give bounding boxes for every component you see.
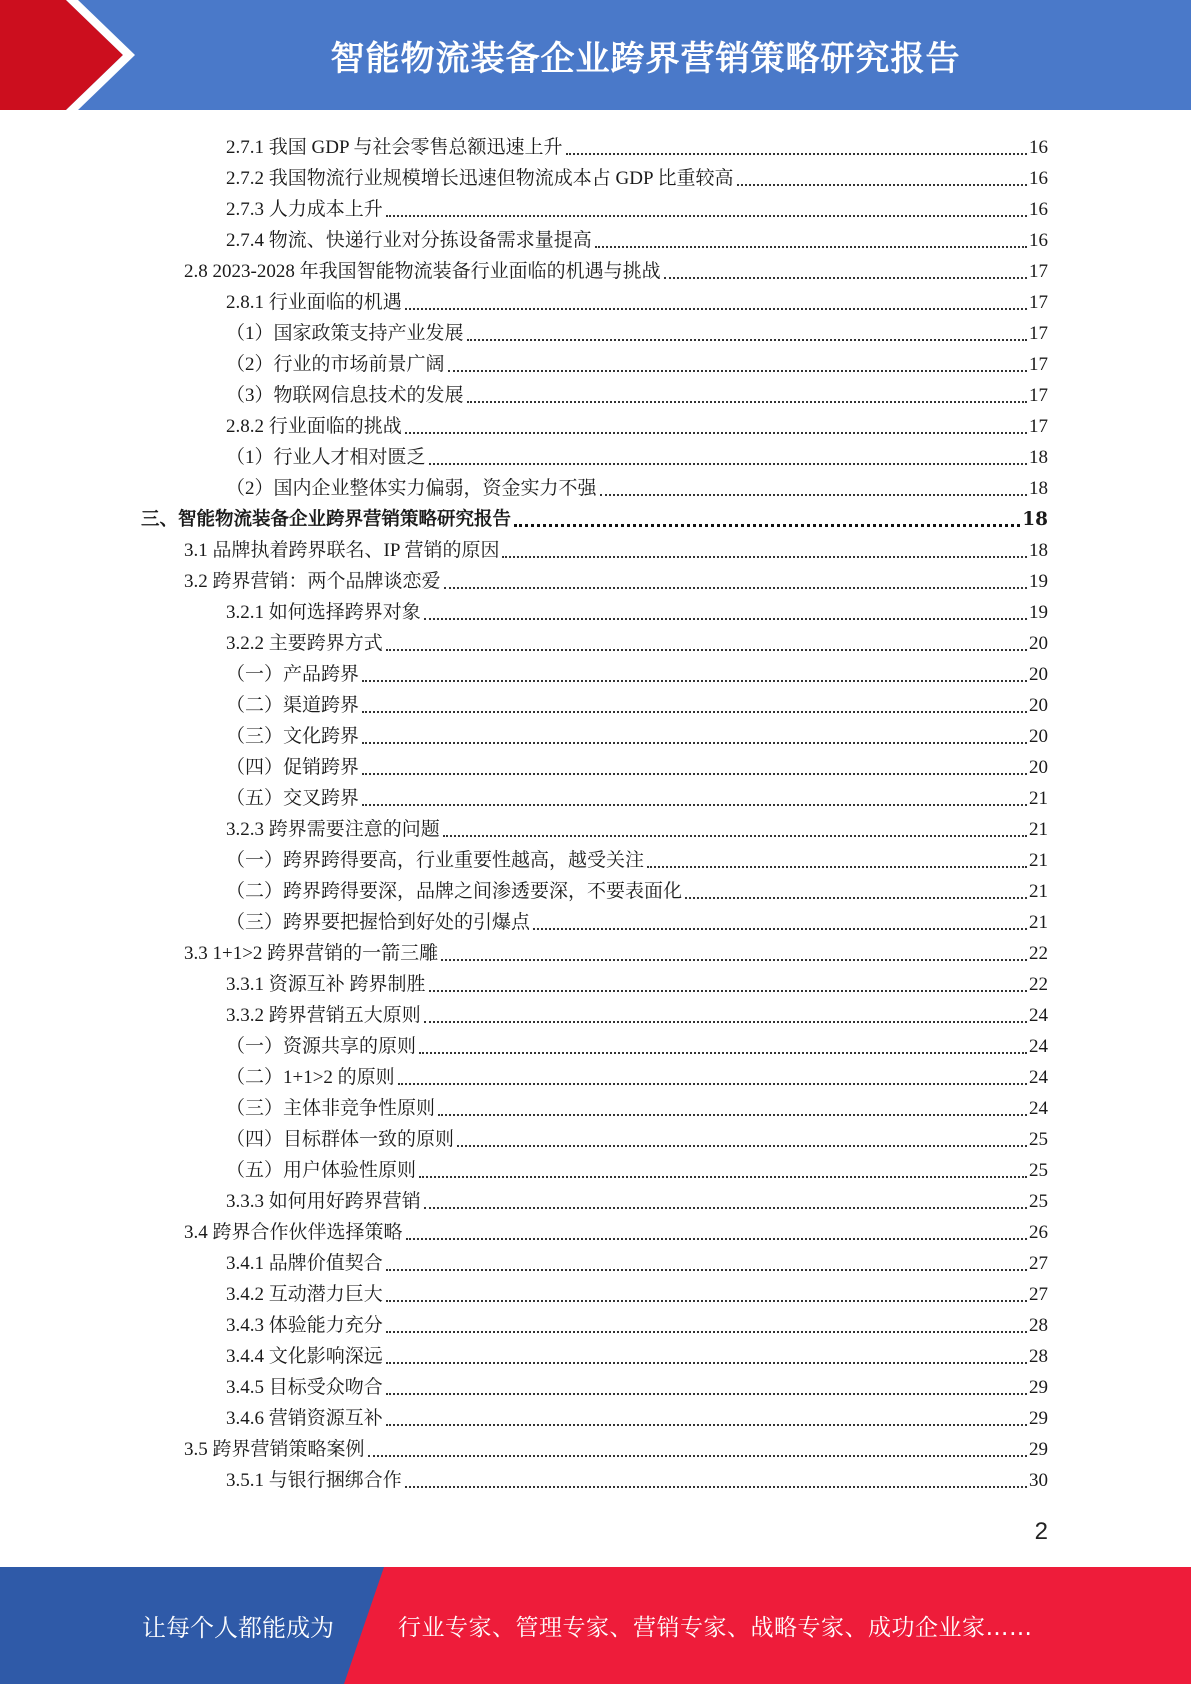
toc-dot-leader	[424, 1205, 1027, 1209]
toc-entry-page: 17	[1029, 292, 1048, 313]
toc-entry[interactable]	[184, 1431, 1048, 1462]
toc-entry-title: 3.2.2 主要跨界方式	[226, 633, 383, 654]
toc-dot-leader	[429, 988, 1027, 992]
toc-entry-title: 3.4.6 营销资源互补	[226, 1408, 383, 1429]
toc-entry[interactable]	[226, 1121, 1048, 1152]
toc-entry-page: 18	[1022, 509, 1048, 530]
toc-dot-leader	[664, 275, 1027, 279]
toc-dot-leader	[386, 1391, 1027, 1395]
toc-entry-page: 24	[1029, 1067, 1048, 1088]
toc-entry-page: 21	[1029, 850, 1048, 871]
toc-entry[interactable]	[226, 408, 1048, 439]
toc-entry[interactable]	[226, 346, 1048, 377]
toc-dot-leader	[419, 1050, 1027, 1054]
toc-dot-leader	[362, 678, 1027, 682]
toc-entry-page: 17	[1029, 385, 1048, 406]
toc-entry-page: 22	[1029, 974, 1048, 995]
toc-dot-leader	[533, 926, 1027, 930]
toc-entry-page: 30	[1029, 1470, 1048, 1491]
toc-dot-leader	[467, 399, 1027, 403]
toc-dot-leader	[438, 1112, 1027, 1116]
toc-dot-leader	[386, 1329, 1027, 1333]
toc-entry-title: 3.5 跨界营销策略案例	[184, 1439, 365, 1460]
toc-entry[interactable]	[226, 873, 1048, 904]
toc-entry-title: 3.4.3 体验能力充分	[226, 1315, 383, 1336]
toc-dot-leader	[362, 740, 1027, 744]
toc-entry-page: 29	[1029, 1439, 1048, 1460]
toc-entry[interactable]	[184, 935, 1048, 966]
toc-entry-title: 2.8.2 行业面临的挑战	[226, 416, 402, 437]
toc-dot-leader	[448, 368, 1027, 372]
toc-entry-title: （1）行业人才相对匮乏	[226, 447, 426, 468]
toc-entry-title: 2.7.1 我国 GDP 与社会零售总额迅速上升	[226, 137, 563, 158]
toc-entry-title: （一）资源共享的原则	[226, 1036, 417, 1057]
toc-entry-title: （四）目标群体一致的原则	[226, 1129, 455, 1150]
toc-entry[interactable]	[226, 904, 1048, 935]
toc-dot-leader	[600, 492, 1027, 496]
toc-entry-page: 28	[1029, 1315, 1048, 1336]
toc-entry-page: 28	[1029, 1346, 1048, 1367]
toc-entry[interactable]	[226, 1307, 1048, 1338]
toc-entry[interactable]	[226, 811, 1048, 842]
toc-entry-page: 21	[1029, 881, 1048, 902]
toc-entry-page: 24	[1029, 1036, 1048, 1057]
toc-entry[interactable]	[226, 780, 1048, 811]
toc-entry[interactable]	[226, 439, 1048, 470]
toc-entry-page: 27	[1029, 1284, 1048, 1305]
toc-dot-leader	[685, 895, 1027, 899]
toc-dot-leader	[406, 1236, 1027, 1240]
toc-entry-page: 20	[1029, 664, 1048, 685]
toc-dot-leader	[386, 1298, 1027, 1302]
toc-entry-page: 20	[1029, 757, 1048, 778]
toc-entry-title: （五）用户体验性原则	[226, 1160, 417, 1181]
toc-dot-leader	[444, 585, 1027, 589]
page-footer	[0, 1567, 1191, 1684]
toc-dot-leader	[405, 1484, 1027, 1488]
toc-entry[interactable]	[226, 1152, 1048, 1183]
toc-entry-page: 25	[1029, 1160, 1048, 1181]
toc-entry-title: 2.7.3 人力成本上升	[226, 199, 383, 220]
toc-entry-title: （三）跨界要把握恰到好处的引爆点	[226, 912, 531, 933]
toc-dot-leader	[362, 771, 1027, 775]
page-number: 2	[1034, 1518, 1048, 1545]
toc-entry[interactable]	[226, 1245, 1048, 1276]
toc-entry[interactable]	[226, 1338, 1048, 1369]
toc-dot-leader	[386, 1360, 1027, 1364]
toc-entry[interactable]	[184, 1214, 1048, 1245]
toc-dot-leader	[368, 1453, 1027, 1457]
toc-entry[interactable]	[226, 1090, 1048, 1121]
toc-entry-page: 17	[1029, 354, 1048, 375]
report-title: 智能物流装备企业跨界营销策略研究报告	[330, 38, 961, 79]
toc-entry-page: 26	[1029, 1222, 1048, 1243]
toc-entry[interactable]	[226, 687, 1048, 718]
toc-entry-title: 3.3.1 资源互补 跨界制胜	[226, 974, 426, 995]
footer-slogan-left: 让每个人都能成为	[142, 1614, 334, 1642]
toc-entry-title: 三、智能物流装备企业跨界营销策略研究报告	[141, 509, 512, 530]
toc-entry-page: 20	[1029, 633, 1048, 654]
toc-dot-leader	[405, 306, 1027, 310]
toc-dot-leader	[362, 802, 1027, 806]
toc-entry[interactable]	[226, 749, 1048, 780]
footer-slogan-right: 行业专家、管理专家、营销专家、战略专家、成功企业家……	[398, 1615, 1033, 1641]
toc-dot-leader	[457, 1143, 1027, 1147]
toc-entry-page: 16	[1029, 230, 1048, 251]
toc-entry-title: （二）渠道跨界	[226, 695, 360, 716]
toc-entry[interactable]	[226, 222, 1048, 253]
toc-dot-leader	[424, 616, 1027, 620]
toc-entry-title: （三）主体非竞争性原则	[226, 1098, 436, 1119]
toc-entry-title: 3.5.1 与银行捆绑合作	[226, 1470, 402, 1491]
toc-dot-leader	[419, 1174, 1027, 1178]
toc-dot-leader	[386, 213, 1027, 217]
toc-entry-title: 2.7.4 物流、快递行业对分拣设备需求量提高	[226, 230, 592, 251]
toc-entry-title: 2.8.1 行业面临的机遇	[226, 292, 402, 313]
toc-entry-page: 17	[1029, 261, 1048, 282]
toc-entry[interactable]	[226, 1462, 1048, 1493]
toc-entry-page: 21	[1029, 912, 1048, 933]
toc-entry[interactable]	[226, 594, 1048, 625]
toc-entry-title: 2.7.2 我国物流行业规模增长迅速但物流成本占 GDP 比重较高	[226, 168, 734, 189]
toc-entry-page: 21	[1029, 819, 1048, 840]
toc-entry-title: （四）促销跨界	[226, 757, 360, 778]
toc-dot-leader	[386, 1267, 1027, 1271]
toc-entry-title: （三）文化跨界	[226, 726, 360, 747]
toc-entry[interactable]	[226, 656, 1048, 687]
toc-entry-title: 3.4.4 文化影响深远	[226, 1346, 383, 1367]
toc-entry-title: 3.3 1+1>2 跨界营销的一箭三雕	[184, 943, 439, 964]
toc-entry-page: 29	[1029, 1408, 1048, 1429]
toc-entry[interactable]	[226, 1369, 1048, 1400]
toc-entry-page: 25	[1029, 1191, 1048, 1212]
toc-entry[interactable]	[141, 501, 1048, 532]
toc-entry[interactable]	[184, 563, 1048, 594]
toc-entry-page: 20	[1029, 695, 1048, 716]
toc-entry-title: （二）1+1>2 的原则	[226, 1067, 395, 1088]
toc-entry-title: 3.3.2 跨界营销五大原则	[226, 1005, 421, 1026]
toc-entry-page: 24	[1029, 1005, 1048, 1026]
toc-entry-page: 19	[1029, 571, 1048, 592]
toc-entry-title: 3.2.3 跨界需要注意的问题	[226, 819, 440, 840]
toc-entry-page: 18	[1029, 447, 1048, 468]
toc-entry[interactable]	[226, 718, 1048, 749]
toc-dot-leader	[429, 461, 1027, 465]
toc-entry-page: 24	[1029, 1098, 1048, 1119]
toc-entry[interactable]	[226, 842, 1048, 873]
toc-entry-page: 21	[1029, 788, 1048, 809]
toc-entry[interactable]	[226, 1400, 1048, 1431]
toc-entry-title: 3.2.1 如何选择跨界对象	[226, 602, 421, 623]
toc-entry[interactable]	[226, 284, 1048, 315]
toc-entry[interactable]	[226, 377, 1048, 408]
toc-entry-page: 19	[1029, 602, 1048, 623]
toc-dot-leader	[441, 957, 1027, 961]
toc-entry[interactable]	[226, 160, 1048, 191]
toc-entry[interactable]	[226, 625, 1048, 656]
toc-entry-page: 16	[1029, 199, 1048, 220]
toc-entry-page: 16	[1029, 168, 1048, 189]
toc-entry-title: 3.4.5 目标受众吻合	[226, 1377, 383, 1398]
toc-dot-leader	[362, 709, 1027, 713]
toc-entry-page: 18	[1029, 478, 1048, 499]
toc-entry-page: 20	[1029, 726, 1048, 747]
toc-entry-title: 3.2 跨界营销：两个品牌谈恋爱	[184, 571, 441, 592]
toc-entry[interactable]	[226, 1276, 1048, 1307]
toc-entry[interactable]	[226, 997, 1048, 1028]
toc-dot-leader	[595, 244, 1027, 248]
toc-entry[interactable]	[226, 315, 1048, 346]
toc-dot-leader	[647, 864, 1027, 868]
toc-entry[interactable]	[184, 532, 1048, 563]
toc-entry-page: 29	[1029, 1377, 1048, 1398]
toc-entry-title: 2.8 2023-2028 年我国智能物流装备行业面临的机遇与挑战	[184, 261, 661, 282]
toc-entry-title: （2）行业的市场前景广阔	[226, 354, 445, 375]
toc-entry-page: 16	[1029, 137, 1048, 158]
toc-entry-page: 17	[1029, 323, 1048, 344]
toc-entry-page: 27	[1029, 1253, 1048, 1274]
header-arrow-decoration	[0, 0, 160, 110]
toc-dot-leader	[566, 151, 1027, 155]
toc-entry-page: 25	[1029, 1129, 1048, 1150]
toc-entry[interactable]	[226, 1183, 1048, 1214]
toc-dot-leader	[467, 337, 1027, 341]
toc-entry-title: （3）物联网信息技术的发展	[226, 385, 464, 406]
toc-entry-title: （一）跨界跨得要高，行业重要性越高，越受关注	[226, 850, 645, 871]
toc-dot-leader	[424, 1019, 1027, 1023]
toc-entry[interactable]	[226, 470, 1048, 501]
toc-entry[interactable]	[226, 191, 1048, 222]
toc-dot-leader	[737, 182, 1027, 186]
toc-dot-leader	[398, 1081, 1027, 1085]
toc-entry-title: 3.1 品牌执着跨界联名、IP 营销的原因	[184, 540, 500, 561]
toc-dot-leader	[443, 833, 1027, 837]
toc-entry-title: 3.4 跨界合作伙伴选择策略	[184, 1222, 403, 1243]
toc-entry-page: 18	[1029, 540, 1048, 561]
toc-entry-title: 3.3.3 如何用好跨界营销	[226, 1191, 421, 1212]
toc-entry-page: 22	[1029, 943, 1048, 964]
toc-entry[interactable]	[226, 129, 1048, 160]
toc-dot-leader	[502, 554, 1027, 558]
page-header	[0, 0, 1191, 110]
toc-entry-title: 3.4.1 品牌价值契合	[226, 1253, 383, 1274]
toc-dot-leader	[386, 1422, 1027, 1426]
toc-dot-leader	[514, 522, 1020, 527]
toc-entry[interactable]	[226, 966, 1048, 997]
toc-entry-page: 17	[1029, 416, 1048, 437]
toc-entry[interactable]	[226, 1028, 1048, 1059]
toc-entry-title: （五）交叉跨界	[226, 788, 360, 809]
toc-dot-leader	[405, 430, 1027, 434]
toc-entry-title: （1）国家政策支持产业发展	[226, 323, 464, 344]
toc-entry-title: （2）国内企业整体实力偏弱，资金实力不强	[226, 478, 597, 499]
toc-dot-leader	[386, 647, 1027, 651]
toc-entry[interactable]	[226, 1059, 1048, 1090]
toc-entry[interactable]	[184, 253, 1048, 284]
toc-entry-title: （二）跨界跨得要深，品牌之间渗透要深，不要表面化	[226, 881, 683, 902]
toc-entry-title: 3.4.2 互动潜力巨大	[226, 1284, 383, 1305]
toc-entry-title: （一）产品跨界	[226, 664, 360, 685]
